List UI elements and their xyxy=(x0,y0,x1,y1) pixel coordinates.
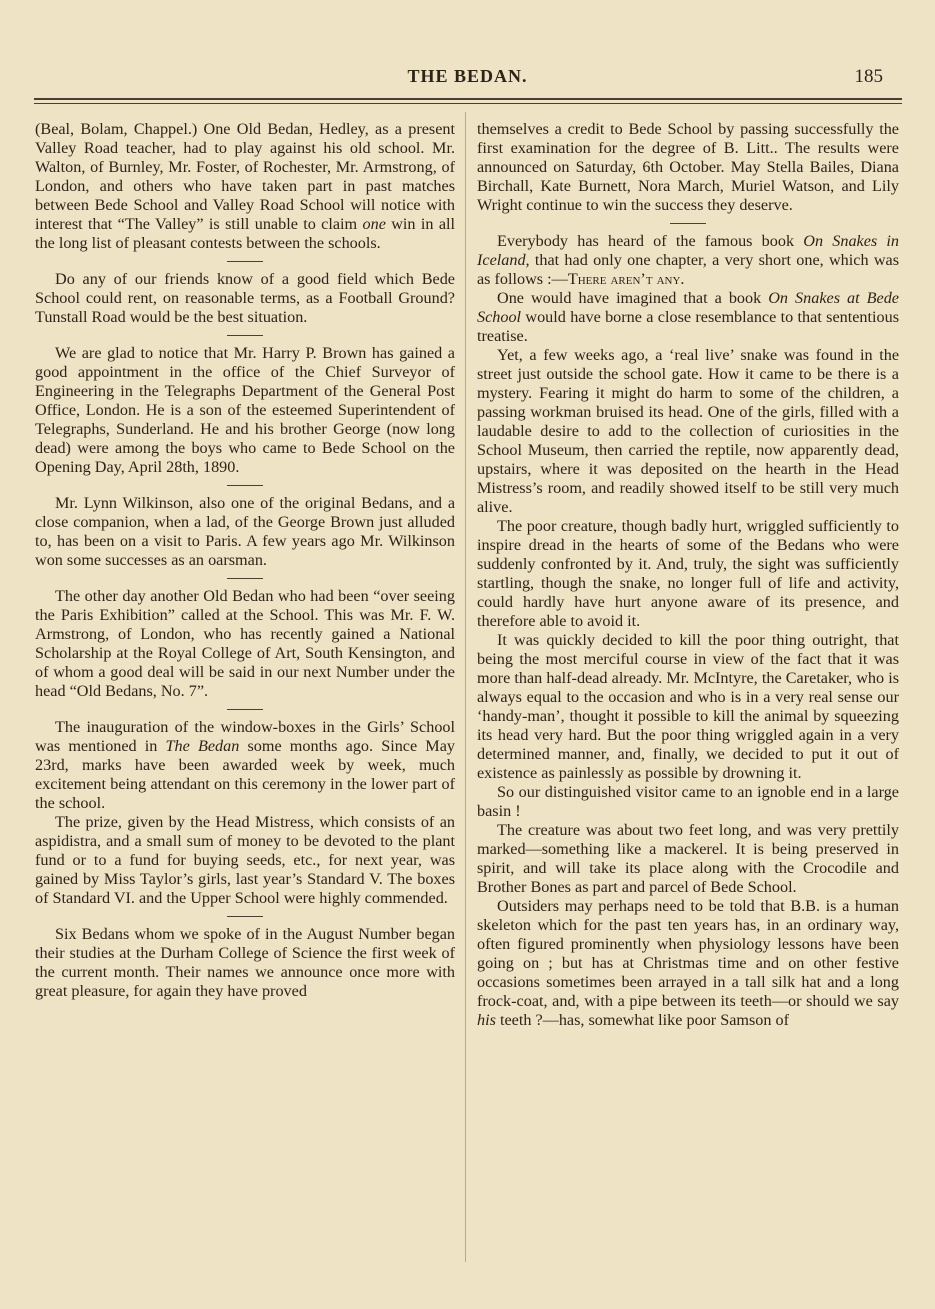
paragraph-text: Yet, a few weeks ago, a ‘real live’ snake was found in the street just outside the school gate. How it came to be there is a mystery. Fearing it might do harm to some of the children, a passing workman bruised its head. One of the girls, filled with a laudable desire to add to the collection of curiosities in the School Museum, then carried the reptile, now apparently dead, upstairs, where it was deposited on the hearth in the Head Mistress’s room, and readily showed itself to be still very much alive. xyxy=(477,346,899,516)
page-number: 185 xyxy=(854,66,883,87)
paragraph-text: Everybody has heard of the famous book xyxy=(497,232,804,250)
right-column xyxy=(477,120,899,1030)
italic-text: his xyxy=(477,1011,496,1029)
paragraph-text: The prize, given by the Head Mistress, which consists of an aspidistra, and a small sum of money to be devoted to the plant fund or to a fund for buying seeds, etc., for next year, was gained by Miss Taylor’s girls, last year’s Standard V. The boxes of Standard VI. and the Upper School were highly commended. xyxy=(35,813,455,907)
paragraph-text: The poor creature, though badly hurt, wriggled sufficiently to inspire dread in the hearts of some of the Bedans who were suddenly confronted by it. And, truly, the sight was sufficiently startling, though the snake, no longer full of life and activity, could hardly have hurt anyone aware of its presence, and therefore able to avoid it. xyxy=(477,517,899,630)
paragraph-text: (Beal, Bolam, Chappel.) One Old Bedan, Hedley, as a present Valley Road teacher, had to play against his old school. Mr. Walton, of Burnley, Mr. Foster, of Rochester, Mr. Armstrong, of London, and others who have taken part in past matches between Bede School and Valley Road School will notice with interest that “The Valley” is still unable to claim xyxy=(35,120,455,233)
italic-text: On Snakes in Iceland, xyxy=(477,232,899,269)
paragraph xyxy=(35,587,455,701)
left-column xyxy=(35,120,455,1001)
paragraph-text: teeth ?—has, somewhat like poor Samson of xyxy=(495,1011,790,1029)
paragraph-text: Mr. Lynn Wilkinson, also one of the original Bedans, and a close companion, when a lad, of the George Brown just alluded to, has been on a visit to Paris. A few years ago Mr. Wilkinson won some successes as an oarsman. xyxy=(35,494,455,569)
column-divider xyxy=(465,112,466,1262)
paragraph xyxy=(477,517,899,631)
paragraph-text: We are glad to notice that Mr. Harry P. Brown has gained a good appointment in the office of the Chief Surveyor of Engineering in the Telegraphs Department of the General Post Office, London. He is a son of the esteemed Superintendent of Telegraphs, Sunderland. He and his brother George (now long dead) were among the boys who came to Bede School on the Opening Day, April 28th, 1890. xyxy=(35,344,455,476)
section-separator xyxy=(227,916,263,917)
paragraph-text: some months ago. Since May 23rd, marks have been awarded week by week, much excitement being attendant on this ceremony in the lower part of the school. xyxy=(35,737,455,812)
paragraph xyxy=(35,925,455,1001)
header-rule-thick xyxy=(34,98,902,100)
paragraph-text: It was quickly decided to kill the poor thing outright, that being the most merciful course in view of the fact that it was more than half-dead already. Mr. McIntyre, the Caretaker, who is always equal to the occasion and who is in a very real sense our ‘handy-man’, thought it possible to kill the animal by squeezing its head very hard. But the poor thing wriggled again in a very determined manner, and, finally, we decided to put it out of existence as painlessly as possible by drowning it. xyxy=(477,631,899,782)
paragraph-text: themselves a credit to Bede School by passing successfully the first examination for the degree of B. Litt.. The results were announced on Saturday, 6th October. May Stella Bailes, Diana Birchall, Kate Burnett, Nora March, Muriel Watson, and Lily Wright continue to win the success they deserve. xyxy=(477,120,899,214)
paragraph xyxy=(477,821,899,897)
header-rule-thin xyxy=(34,103,902,104)
paragraph xyxy=(477,289,899,346)
paragraph-text: Six Bedans whom we spoke of in the August Number began their studies at the Durham College of Science the first week of the current month. Their names we announce once more with great pleasure, for again they have proved xyxy=(35,925,455,1000)
section-separator xyxy=(227,335,263,336)
paragraph-text: that had only one chapter, a very short one, which was as follows :— xyxy=(477,251,899,288)
paragraph xyxy=(477,232,899,289)
italic-text: On Snakes at Bede School xyxy=(477,289,899,326)
small-caps-text: There aren’t any. xyxy=(567,270,685,288)
section-separator xyxy=(670,223,706,224)
paragraph xyxy=(477,783,899,821)
paragraph xyxy=(477,346,899,517)
paragraph-text: So our distinguished visitor came to an ignoble end in a large basin ! xyxy=(477,783,899,820)
section-separator xyxy=(227,578,263,579)
paragraph-text: The inauguration of the window-boxes in the Girls’ School was mentioned in xyxy=(35,718,455,755)
paragraph-text: The other day another Old Bedan who had been “over seeing the Paris Exhibition” called at the School. This was Mr. F. W. Armstrong, of London, who has recently gained a National Scholarship at the Royal College of Art, South Kensington, and of whom a good deal will be said in our next Number under the head “Old Bedans, No. 7”. xyxy=(35,587,455,700)
paragraph-text: Outsiders may perhaps need to be told that B.B. is a human skeleton which for the past ten years has, in an ordinary way, often figured prominently when physiology lessons have been going on ; but has at Christmas time and on other festive occasions sometimes been arrayed in a tall silk hat and a long frock-coat, and, with a pipe between its teeth—or should we say xyxy=(477,897,899,1010)
section-separator xyxy=(227,709,263,710)
italic-text: one xyxy=(362,215,386,233)
paragraph-text: One would have imagined that a book xyxy=(497,289,769,307)
paragraph xyxy=(35,270,455,327)
paragraph-text: The creature was about two feet long, and was very prettily marked—something like a mackerel. It is being preserved in spirit, and will take its place along with the Crocodile and Brother Bones as part and parcel of Bede School. xyxy=(477,821,899,896)
paragraph xyxy=(35,120,455,253)
paragraph xyxy=(35,344,455,477)
paragraph xyxy=(35,813,455,908)
paragraph-text: would have borne a close resemblance to that sententious treatise. xyxy=(477,308,899,345)
paragraph xyxy=(477,631,899,783)
running-header-title: THE BEDAN. xyxy=(407,66,528,86)
section-separator xyxy=(227,485,263,486)
paragraph xyxy=(477,897,899,1030)
section-separator xyxy=(227,261,263,262)
paragraph xyxy=(35,494,455,570)
paragraph xyxy=(477,120,899,215)
paragraph-text: win in all the long list of pleasant contests between the schools. xyxy=(35,215,455,252)
paragraph xyxy=(35,718,455,813)
italic-text: The Bedan xyxy=(165,737,240,755)
paragraph-text: Do any of our friends know of a good field which Bede School could rent, on reasonable terms, as a Football Ground? Tunstall Road would be the best situation. xyxy=(35,270,455,326)
